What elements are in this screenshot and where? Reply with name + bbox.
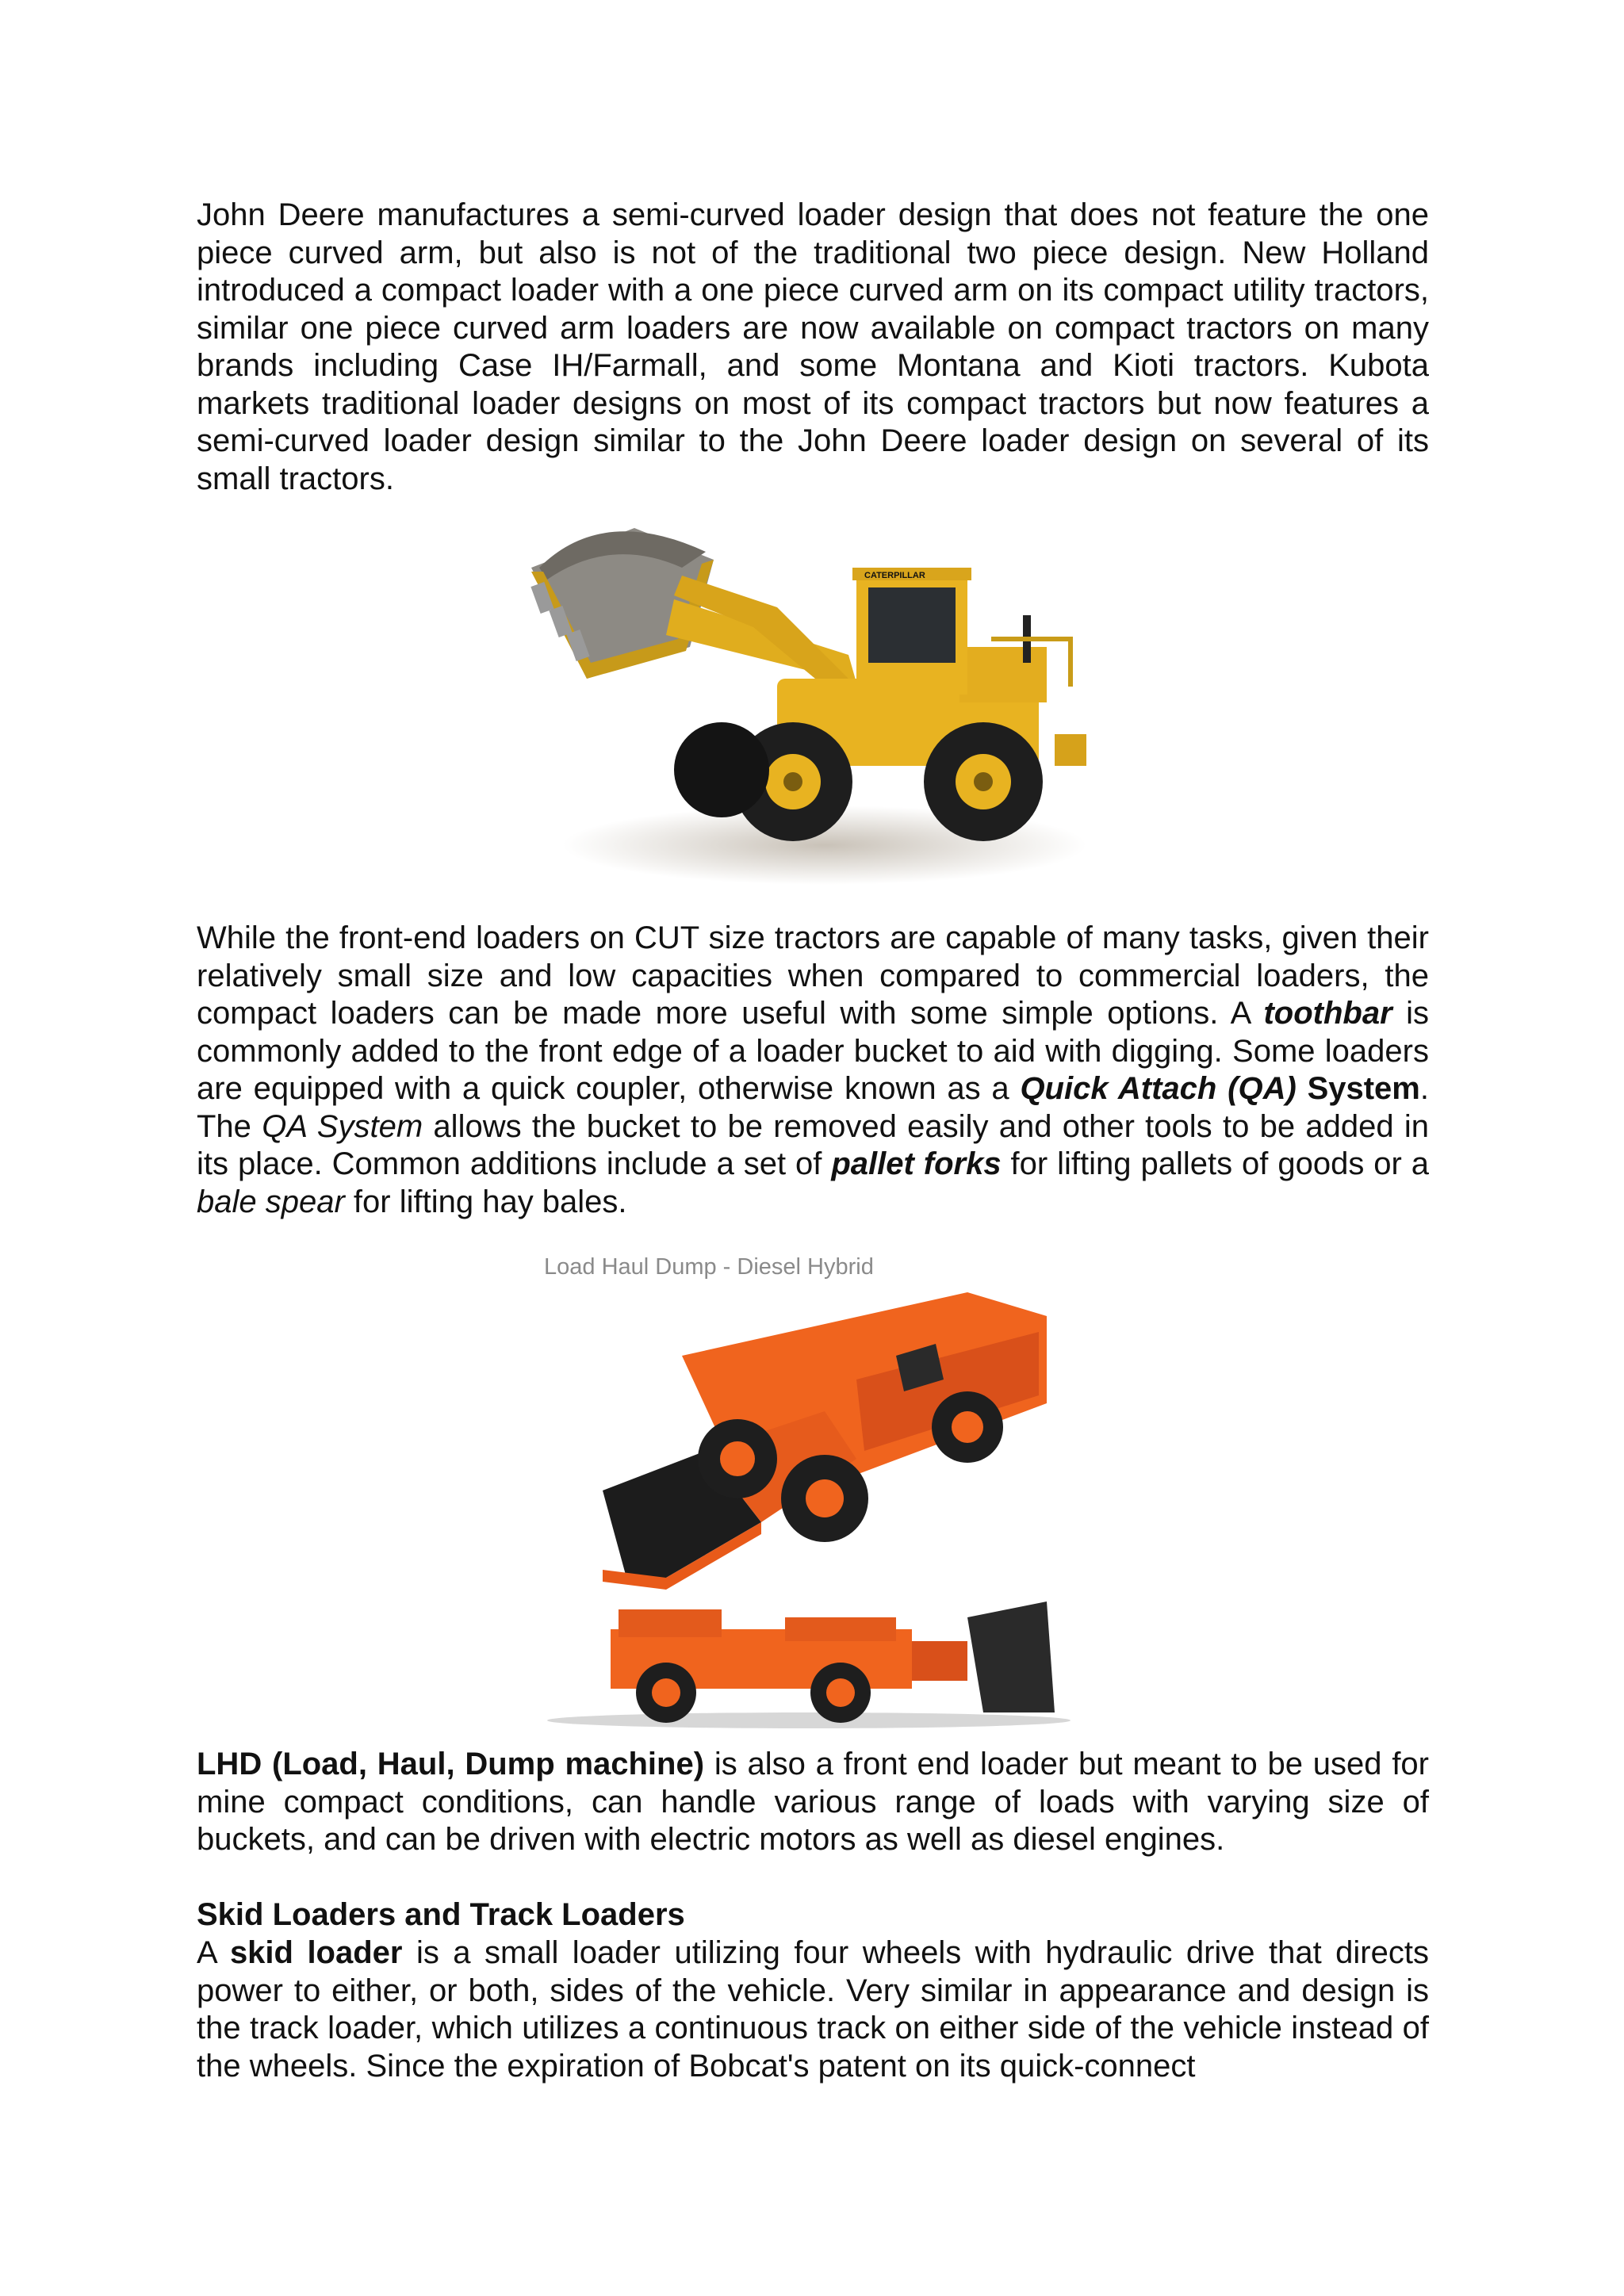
lhd-machine-image (523, 1269, 1094, 1728)
wheel-loader-image (515, 496, 1118, 909)
wheel-front-inner (674, 722, 769, 817)
term-bale-spear: bale spear (197, 1184, 345, 1219)
wheel-rear (924, 722, 1043, 841)
term-toothbar: toothbar (1263, 996, 1392, 1031)
section-heading: Skid Loaders and Track Loaders (197, 1897, 685, 1932)
paragraph-lhd: LHD (Load, Haul, Dump machine) is also a front end loader but meant to be used for mine compact conditions, can handle various range of loads with varying size of buckets, and can be driven with electric motors as well as diesel engines. (197, 1747, 1429, 1857)
paragraph-loader-designs: John Deere manufactures a semi-curved loader design that does not feature the one piece curved arm, but also is not of the traditional two piece design. New Holland introduced a compact loader with a one piece curved arm on its compact utility tractors, similar one piece curved arm loaders are now available on compact tractors on many brands including Case IH/Farmall, and some Montana and Kioti tractors. Kubota markets traditional loader designs on most of its compact tractors but now features a semi-curved loader design similar to the John Deere loader design on several of its small tractors. (197, 197, 1429, 496)
term-skid-loader: skid loader (229, 1935, 403, 1970)
figure-caption: Load Haul Dump - Diesel Hybrid (544, 1254, 874, 1280)
lhd-perspective-view (603, 1292, 1047, 1590)
paragraph-skid-loader: A skid loader is a small loader utilizing four wheels with hydraulic drive that directs power to either, or both, sides of the vehicle. Very similar in appearance and design is the track loader, which utilizes a continuous track on either side of the vehicle instead of the wheels. Since the expiration of Bobcat's patent on its quick-connect (197, 1935, 1429, 2084)
lhd-side-view (547, 1601, 1071, 1728)
term-pallet-forks: pallet forks (831, 1146, 1002, 1181)
term-qa-system: QA System (262, 1108, 423, 1144)
paragraph-loader-options: While the front-end loaders on CUT size tractors are capable of many tasks, given their relatively small size and low capacities when compared to commercial loaders, the compact loaders can be made more useful with some simple options. A toothbar is commonly added to the front edge of a loader bucket to aid with digging. Some loaders are equipped with a quick coupler, otherwise known as a Quick Attach (QA) System. The QA System allows the bucket to be removed easily and other tools to be added in its place. Common additions include a set of pallet forks for lifting pallets of goods or a bale spear for lifting hay bales. (197, 920, 1430, 1219)
caterpillar-decal: CATERPILLAR (864, 571, 925, 580)
term-quick-attach: Quick Attach (QA) (1020, 1071, 1297, 1106)
term-lhd: LHD (Load, Haul, Dump machine) (197, 1747, 705, 1781)
